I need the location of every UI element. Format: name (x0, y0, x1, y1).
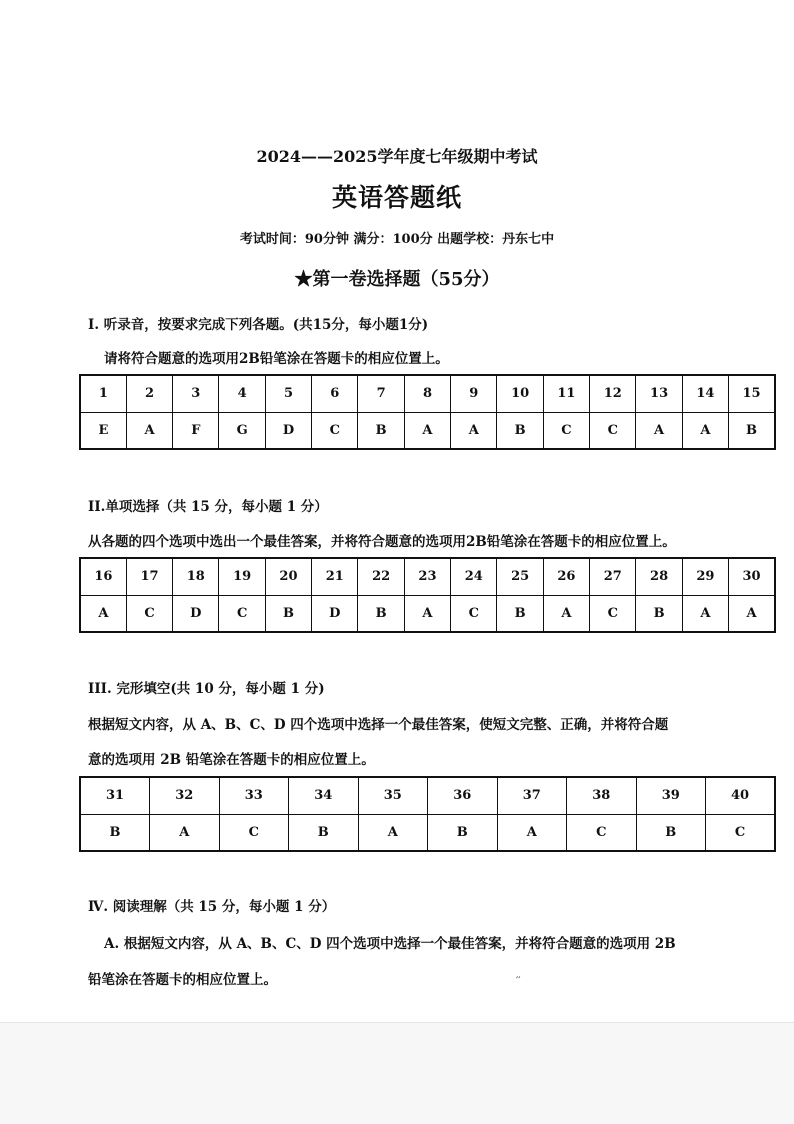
question-number-cell: 27 (590, 558, 636, 595)
answer-cell: C (706, 814, 776, 851)
question-number-cell: 9 (451, 375, 497, 412)
answer-cell: A (636, 412, 682, 449)
section3-heading: III. 完形填空(共 10 分，每小题 1 分) (88, 681, 325, 697)
stray-mark: ′′ (516, 976, 521, 987)
answer-cell: C (567, 814, 637, 851)
section2-answer-table (79, 557, 776, 633)
question-number-cell: 25 (497, 558, 543, 595)
question-number-cell: 24 (451, 558, 497, 595)
answer-cell: F (173, 412, 219, 449)
question-number-cell: 13 (636, 375, 682, 412)
answer-cell: C (451, 595, 497, 632)
question-number-cell: 3 (173, 375, 219, 412)
answer-row (80, 595, 775, 632)
exam-year-title: 2024——2025学年度七年级期中考试 (256, 147, 538, 166)
question-number-cell: 39 (636, 777, 706, 814)
section1-answer-table (79, 374, 776, 450)
question-number-cell: 4 (219, 375, 265, 412)
section4-heading: Ⅳ. 阅读理解（共 15 分，每小题 1 分） (88, 899, 336, 915)
answer-sheet-title: 英语答题纸 (331, 183, 462, 212)
answer-cell: B (729, 412, 775, 449)
answer-cell: A (126, 412, 172, 449)
question-number-cell: 5 (265, 375, 311, 412)
answer-cell: B (497, 412, 543, 449)
answer-cell: C (590, 595, 636, 632)
answer-cell: A (404, 412, 450, 449)
volume-one-title: ★第一卷选择题（55分） (294, 269, 500, 290)
answer-cell: B (289, 814, 359, 851)
question-number-cell: 20 (265, 558, 311, 595)
section3-instruction-line2: 意的选项用 2B 铅笔涂在答题卡的相应位置上。 (88, 752, 375, 768)
question-number-cell: 12 (590, 375, 636, 412)
question-number-cell: 18 (173, 558, 219, 595)
answer-cell: C (126, 595, 172, 632)
question-number-cell: 32 (150, 777, 220, 814)
section4-instruction-line2: 铅笔涂在答题卡的相应位置上。 (88, 972, 277, 988)
answer-cell: B (636, 814, 706, 851)
question-number-cell: 8 (404, 375, 450, 412)
answer-row (80, 814, 775, 851)
section3-instruction-line1: 根据短文内容，从 A、B、C、D 四个选项中选择一个最佳答案，使短文完整、正确，并将符合题 (88, 717, 669, 733)
question-number-cell: 16 (80, 558, 126, 595)
question-number-cell: 23 (404, 558, 450, 595)
answer-cell: D (173, 595, 219, 632)
answer-cell: A (729, 595, 775, 632)
answer-cell: G (219, 412, 265, 449)
question-number-cell: 36 (428, 777, 498, 814)
answer-cell: A (150, 814, 220, 851)
question-number-cell: 17 (126, 558, 172, 595)
answer-cell: B (265, 595, 311, 632)
answer-cell: C (543, 412, 589, 449)
section1-heading: Ⅰ. 听录音，按要求完成下列各题。(共15分，每小题1分) (88, 317, 429, 333)
answer-cell: A (451, 412, 497, 449)
answer-cell: C (219, 595, 265, 632)
question-number-cell: 11 (543, 375, 589, 412)
answer-cell: B (428, 814, 498, 851)
question-number-cell: 31 (80, 777, 150, 814)
question-number-cell: 34 (289, 777, 359, 814)
question-number-cell: 33 (219, 777, 289, 814)
question-number-cell: 15 (729, 375, 775, 412)
answer-cell: A (358, 814, 428, 851)
answer-cell: A (497, 814, 567, 851)
question-number-cell: 1 (80, 375, 126, 412)
question-number-cell: 14 (682, 375, 728, 412)
answer-cell: A (404, 595, 450, 632)
section2-instruction: 从各题的四个选项中选出一个最佳答案，并将符合题意的选项用2B铅笔涂在答题卡的相应位置上。 (88, 534, 676, 550)
answer-cell: A (80, 595, 126, 632)
question-number-cell: 30 (729, 558, 775, 595)
answer-row (80, 412, 775, 449)
question-number-row (80, 777, 775, 814)
answer-cell: A (682, 412, 728, 449)
question-number-cell: 35 (358, 777, 428, 814)
question-number-cell: 19 (219, 558, 265, 595)
section3-answer-table (79, 776, 776, 852)
answer-cell: C (312, 412, 358, 449)
answer-cell: E (80, 412, 126, 449)
question-number-cell: 22 (358, 558, 404, 595)
answer-cell: D (265, 412, 311, 449)
question-number-cell: 28 (636, 558, 682, 595)
question-number-cell: 40 (706, 777, 776, 814)
answer-cell: B (497, 595, 543, 632)
question-number-cell: 37 (497, 777, 567, 814)
exam-info: 考试时间：90分钟 满分：100分 出题学校：丹东七中 (239, 232, 555, 247)
answer-cell: A (543, 595, 589, 632)
question-number-cell: 7 (358, 375, 404, 412)
answer-cell: B (636, 595, 682, 632)
question-number-row (80, 558, 775, 595)
answer-cell: C (219, 814, 289, 851)
section1-instruction: 请将符合题意的选项用2B铅笔涂在答题卡的相应位置上。 (104, 351, 449, 367)
answer-cell: A (682, 595, 728, 632)
question-number-cell: 21 (312, 558, 358, 595)
answer-cell: D (312, 595, 358, 632)
section2-heading: II.单项选择（共 15 分，每小题 1 分） (88, 499, 328, 515)
question-number-cell: 26 (543, 558, 589, 595)
section4-instruction-line1: A. 根据短文内容，从 A、B、C、D 四个选项中选择一个最佳答案，并将符合题意的选项用 2B (104, 936, 676, 952)
question-number-cell: 10 (497, 375, 543, 412)
answer-cell: B (358, 595, 404, 632)
question-number-cell: 29 (682, 558, 728, 595)
question-number-cell: 6 (312, 375, 358, 412)
answer-cell: B (80, 814, 150, 851)
answer-cell: C (590, 412, 636, 449)
question-number-cell: 38 (567, 777, 637, 814)
question-number-cell: 2 (126, 375, 172, 412)
question-number-row (80, 375, 775, 412)
answer-cell: B (358, 412, 404, 449)
page-bottom-margin (0, 1022, 794, 1124)
